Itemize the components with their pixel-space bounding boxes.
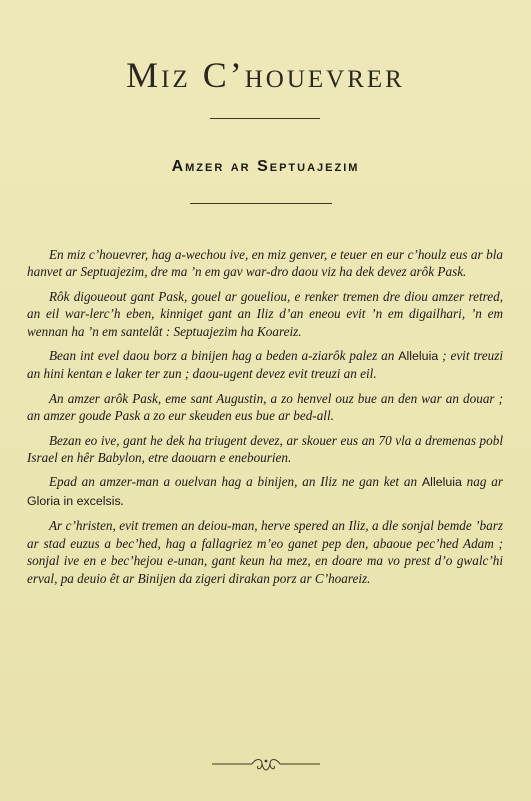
- text-run: An amzer arôk Pask, eme sant Augustin, a zo henvel ouz bue an den war an douar ; an amzer goude Pask a zo eur skeuden eus bue ar bed-all.: [27, 390, 503, 424]
- latin-term: Gloria in excelsis: [27, 493, 121, 508]
- text-run: nag ar: [461, 474, 504, 490]
- section-subtitle: Amzer ar Septuajezim: [171, 158, 360, 175]
- body-paragraph: [27, 347, 503, 383]
- text-run: Epad an amzer-man a ouelvan hag a binijen, an Iliz ne gan ket an: [49, 474, 422, 490]
- subtitle-rule: [190, 203, 332, 204]
- text-run: Bean int evel daou borz a binijen hag a beden a-ziarôk palez an: [49, 348, 399, 364]
- latin-term: Alleluia: [398, 349, 439, 364]
- body-paragraph: [27, 473, 503, 510]
- title-rule: [210, 118, 320, 119]
- text-run: ; evit treuzi an hini kentan e laker ter zun ; daou-ugent devez evit treuzi an eil.: [27, 348, 503, 382]
- text-run: Bezan eo ive, gant he dek ha triugent devez, ar skouer eus an 70 vla a dremenas pobl Israel en hêr Babylon, etre daouarn e enebourien.: [27, 432, 503, 466]
- text-run: .: [120, 492, 124, 508]
- body-paragraph: [27, 517, 503, 587]
- page-title: Miz C’houevrer: [126, 55, 405, 95]
- flourish-ornament-icon: [210, 754, 322, 778]
- text-run: Rôk digoueout gant Pask, gouel ar goueliou, e renker tremen dre diou amzer retred, an eil war-lerc’h eben, kinniget gant an Iliz d’an eneou evit ’n em digailhari, ’n em wennan ha ’n em santelât : Septuajezim ha Koareiz.: [27, 288, 503, 339]
- text-run: En miz c’houevrer, hag a-wechou ive, en miz genver, e teuer en eur c’houlz eus ar bla hanvet ar Septuajezim, dre ma ’n em gav war-dro daou viz ha dek devez arôk Pask.: [27, 247, 503, 280]
- text-run: Ar c’hristen, evit tremen an deiou-man, herve spered an Iliz, a dle sonjal bemde ’barz ar stad euzus a bec’hed, hag a fallagriez m’eo ganet pep den, abaoue pec’hed Adam ; sonjal ive en e bec’hejou e-unan, gant keun ha mez, en doare ma vo prest d’o gwalc’hi erval, pa deuio êt ar Binijen da zigeri dirakan porz ar C’hoareiz.: [27, 518, 503, 586]
- body-text: [27, 246, 503, 594]
- latin-term: Alleluia: [421, 475, 462, 490]
- body-paragraph: [27, 432, 503, 467]
- body-paragraph: [27, 390, 503, 425]
- body-paragraph: [27, 288, 503, 340]
- body-paragraph: [27, 246, 503, 281]
